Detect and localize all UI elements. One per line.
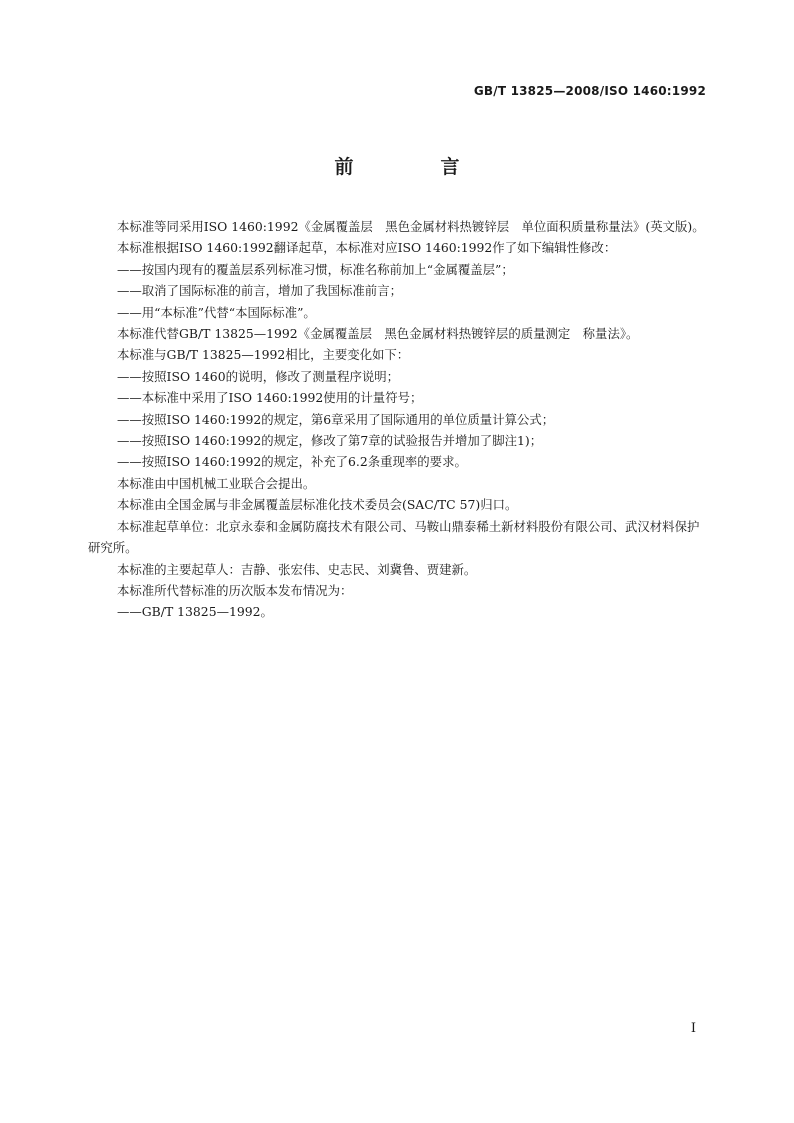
list-item: ——取消了国际标准的前言，增加了我国标准前言； (117, 283, 402, 299)
paragraph: 本标准与GB/T 13825—1992相比，主要变化如下： (117, 347, 410, 363)
list-item: ——按照ISO 1460:1992的规定，补充了6.2条重现率的要求。 (117, 454, 467, 470)
foreword-body (88, 216, 710, 623)
list-item: ——GB/T 13825—1992。 (117, 604, 273, 620)
list-item: ——按照ISO 1460的说明，修改了测量程序说明； (117, 368, 400, 384)
paragraph: 本标准由中国机械工业联合会提出。 (117, 475, 316, 491)
paragraph: 本标准的主要起草人：吉静、张宏伟、史志民、刘冀鲁、贾建新。 (117, 561, 477, 577)
paragraph: 本标准起草单位：北京永泰和金属防腐技术有限公司、马鞍山鼎泰稀土新材料股份有限公司、武汉材料保护研究所。 (88, 518, 700, 556)
standard-code: GB/T 13825—2008/ISO 1460:1992 (473, 84, 706, 98)
paragraph: 本标准由全国金属与非金属覆盖层标准化技术委员会(SAC/TC 57)归口。 (117, 497, 518, 513)
list-item: ——按照ISO 1460:1992的规定，修改了第7章的试验报告并增加了脚注1)； (117, 433, 543, 449)
paragraph: 本标准等同采用ISO 1460:1992《金属覆盖层 黑色金属材料热镀锌层 单位面积质量称量法》(英文版)。 (117, 219, 705, 234)
list-item: ——按国内现有的覆盖层系列标准习惯，标准名称前加上“金属覆盖层”； (117, 261, 514, 277)
paragraph: 本标准所代替标准的历次版本发布情况为： (117, 582, 353, 598)
list-item: ——用“本标准”代替“本国际标准”。 (117, 304, 316, 320)
list-item: ——按照ISO 1460:1992的规定，第6章采用了国际通用的单位质量计算公式； (117, 411, 555, 427)
page-title: 前 言 (334, 156, 494, 178)
paragraph: 本标准代替GB/T 13825—1992《金属覆盖层 黑色金属材料热镀锌层的质量测定 称量法》。 (117, 326, 639, 342)
page-number: I (690, 1021, 696, 1036)
paragraph: 本标准根据ISO 1460:1992翻译起草，本标准对应ISO 1460:1992作了如下编辑性修改： (117, 240, 617, 256)
list-item: ——本标准中采用了ISO 1460:1992使用的计量符号； (117, 390, 423, 406)
